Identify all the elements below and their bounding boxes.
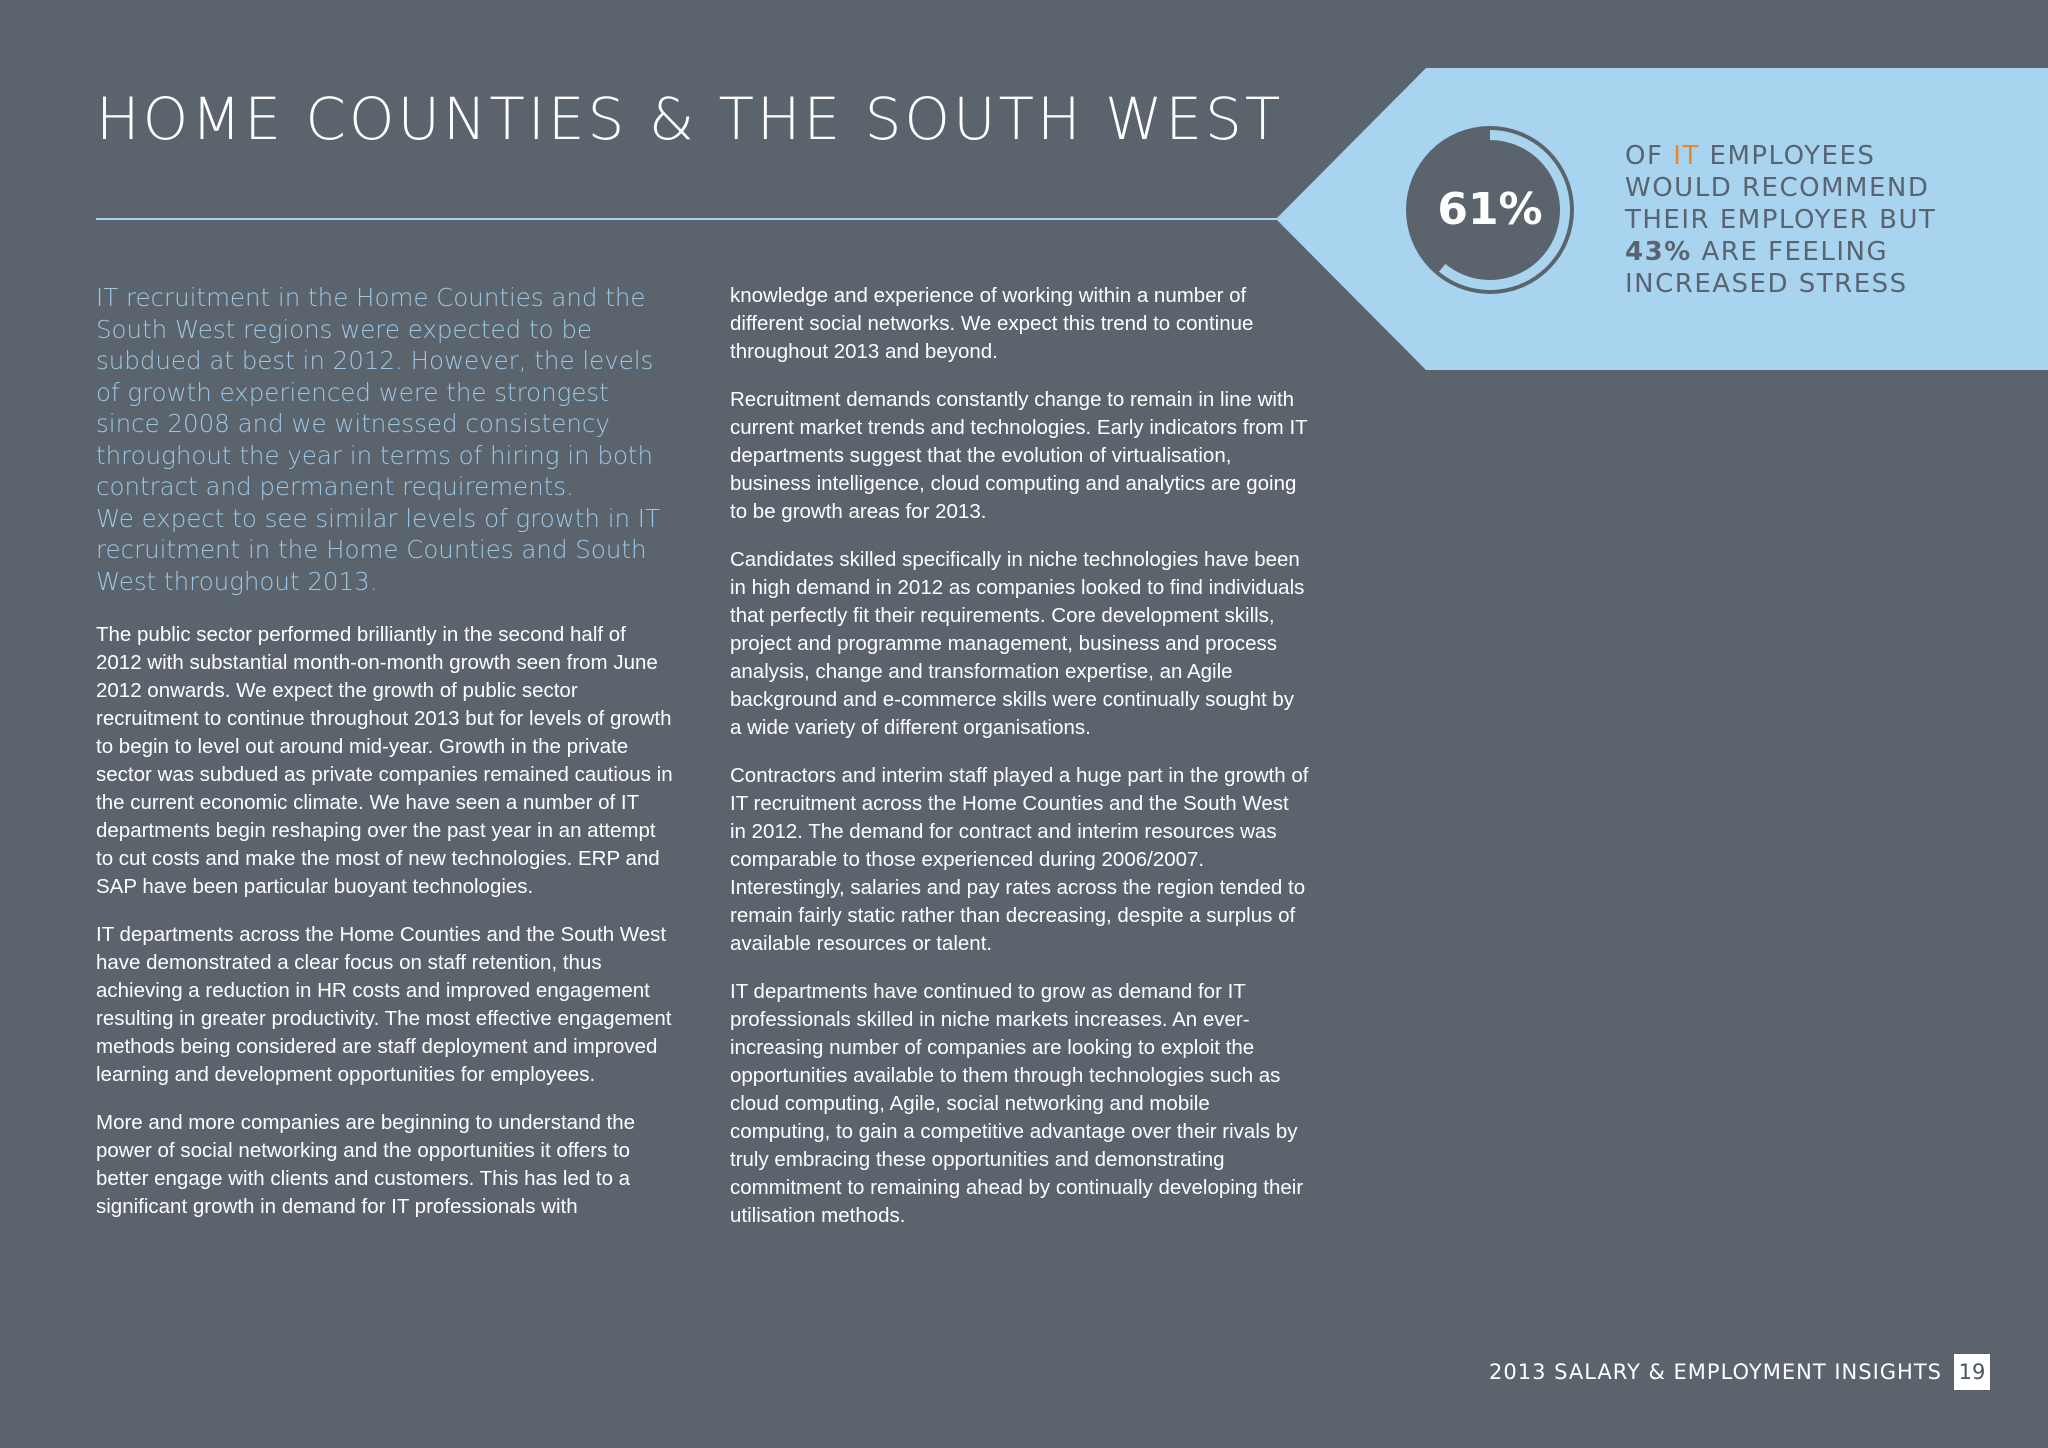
intro-paragraph: We expect to see similar levels of growth in IT recruitment in the Home Counties and South West throughout 2013. bbox=[96, 503, 661, 596]
stat-highlight-it: IT bbox=[1673, 141, 1700, 171]
stat-line-2: WOULD RECOMMEND bbox=[1625, 173, 1930, 203]
body-paragraph: Contractors and interim staff played a huge part in the growth of IT recruitment across the Home Counties and the South West in 2012. The demand for contract and interim resources was comparable to those experienced during 2006/2007. Interestingly, salaries and pay rates across the region tended to remain fairly static rather than decreasing, despite a surplus of available resources or talent. bbox=[730, 764, 1309, 955]
body-paragraph: Recruitment demands constantly change to remain in line with current market trends and technologies. Early indicators from IT departments suggest that the evolution of virtualisation, business intelligence, cloud computing and analytics are going to be growth areas for 2013. bbox=[730, 388, 1308, 523]
right-column bbox=[730, 282, 1310, 1250]
intro-text bbox=[96, 282, 676, 597]
left-column bbox=[96, 282, 676, 1241]
stat-line-1-pre: OF bbox=[1625, 141, 1674, 171]
stat-caption bbox=[1625, 140, 1936, 300]
body-paragraph: The public sector performed brilliantly in the second half of 2012 with substantial month-on-month growth seen from June 2012 onwards. We expect the growth of public sector recruitment to continue throughout 2013 but for levels of growth to begin to level out around mid-year. Growth in the private sector was subdued as private companies remained cautious in the current economic climate. We have seen a number of IT departments begin reshaping over the past year in an attempt to cut costs and make the most of new technologies. ERP and SAP have been particular buoyant technologies. bbox=[96, 623, 673, 898]
page-footer bbox=[1489, 1354, 1990, 1390]
stat-secondary-percent: 43% bbox=[1625, 237, 1692, 267]
stat-line-4 bbox=[1625, 236, 1936, 268]
stat-line-4-post: ARE FEELING bbox=[1691, 237, 1889, 267]
footer-title: 2013 SALARY & EMPLOYMENT INSIGHTS bbox=[1488, 1360, 1942, 1384]
page-number: 19 bbox=[1954, 1354, 1990, 1390]
stat-percentage: 61% bbox=[1437, 184, 1543, 235]
stat-line-1 bbox=[1625, 140, 1936, 172]
stat-line-1-post: EMPLOYEES bbox=[1699, 141, 1876, 171]
intro-paragraph: IT recruitment in the Home Counties and the South West regions were expected to be subdued at best in 2012. However, the levels of growth experienced were the strongest since 2008 and we witnessed consistency throughout the year in terms of hiring in both contract and permanent requirements. bbox=[96, 283, 654, 501]
body-paragraph: IT departments have continued to grow as demand for IT professionals skilled in niche markets increases. An ever-increasing number of companies are looking to exploit the opportunities available to them through technologies such as cloud computing, Agile, social networking and mobile computing, to gain a competitive advantage over their rivals by truly embracing these opportunities and demonstrating commitment to remaining ahead by continually developing their utilisation methods. bbox=[730, 980, 1304, 1227]
page-title: HOME COUNTIES & THE SOUTH WEST bbox=[96, 85, 1284, 153]
body-paragraph: More and more companies are beginning to understand the power of social networking and the opportunities it offers to better engage with clients and customers. This has led to a significant growth in demand for IT professionals with bbox=[96, 1111, 636, 1218]
stat-line-5: INCREASED STRESS bbox=[1625, 269, 1908, 299]
body-paragraph: IT departments across the Home Counties and the South West have demonstrated a clear focus on staff retention, thus achieving a reduction in HR costs and improved engagement resulting in greater productivity. The most effective engagement methods being considered are staff deployment and improved learning and development opportunities for employees. bbox=[96, 923, 672, 1086]
body-paragraph: Candidates skilled specifically in niche technologies have been in high demand in 2012 as companies looked to find individuals that perfectly fit their requirements. Core development skills, project and programme management, business and process analysis, change and transformation expertise, an Agile background and e-commerce skills were continually sought by a wide variety of different organisations. bbox=[730, 548, 1305, 739]
stat-line-3: THEIR EMPLOYER BUT bbox=[1625, 205, 1937, 235]
body-paragraph: knowledge and experience of working within a number of different social networks. We expect this trend to continue throughout 2013 and beyond. bbox=[730, 284, 1254, 363]
